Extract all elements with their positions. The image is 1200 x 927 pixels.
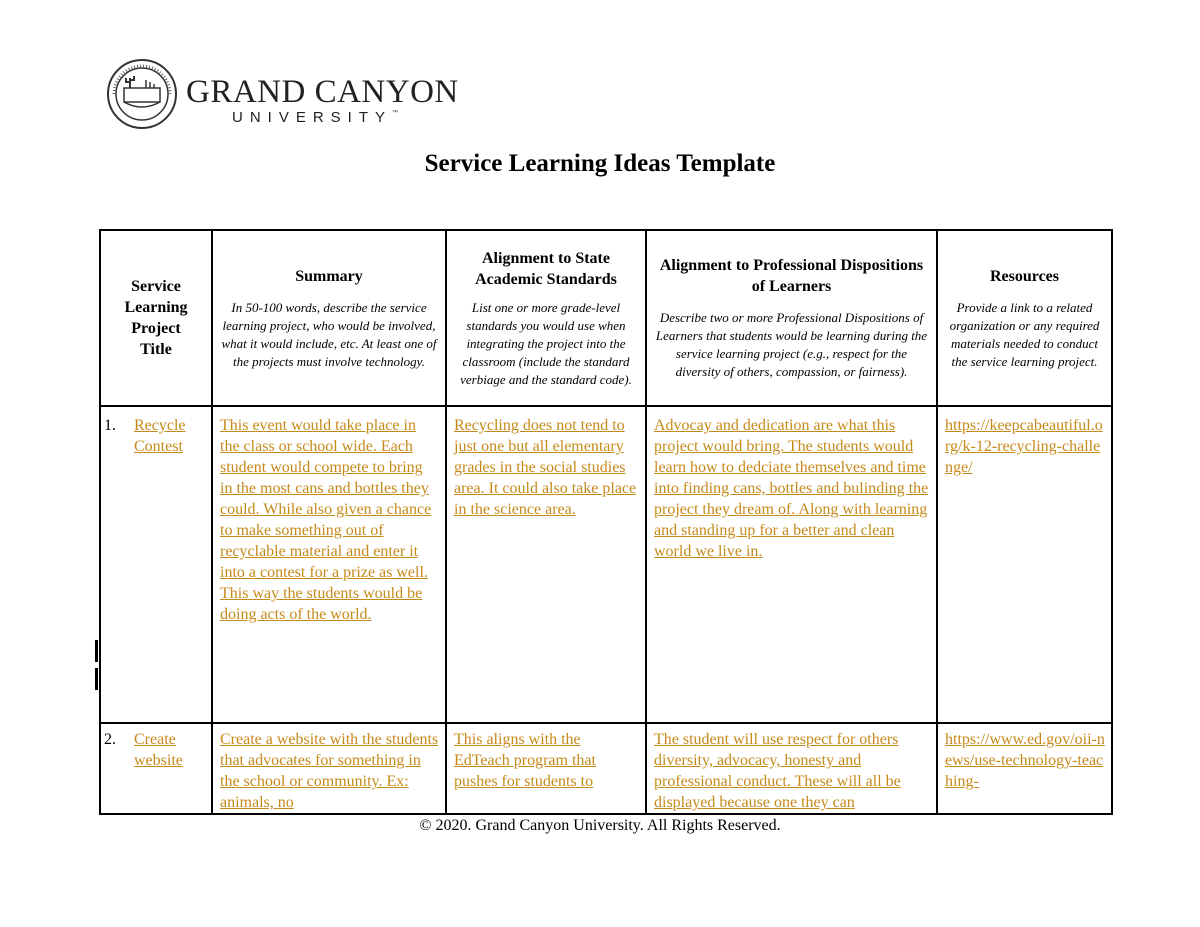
summary-text: Create a website with the students that advocates for something in the school or community. Ex: animals, no bbox=[220, 731, 439, 811]
summary-cell bbox=[212, 406, 446, 723]
resources-cell bbox=[937, 406, 1112, 723]
table-header-row bbox=[100, 230, 1112, 406]
header-dispositions: Alignment to Professional Dispositions of Learners Describe two or more Professional Dispositions of Learners that students would be learning during the service learning project (e.g., respect for the diversity of others, compassion, or fairness). bbox=[646, 230, 937, 406]
summary-cell bbox=[212, 723, 446, 814]
standards-cell bbox=[446, 406, 646, 723]
standards-text: Recycling does not tend to just one but all elementary grades in the social studies area. It could also take place in the science area. bbox=[454, 417, 637, 518]
university-logo bbox=[106, 58, 459, 130]
header-summary: Summary In 50-100 words, describe the service learning project, who would be involved, what it would include, etc. At least one of the projects must involve technology. bbox=[212, 230, 446, 406]
copyright-footer: © 2020. Grand Canyon University. All Rights Reserved. bbox=[419, 817, 781, 834]
university-seal-icon bbox=[106, 58, 178, 130]
summary-text: This event would take place in the class or school wide. Each student would compete to bring in the most cans and bottles they could. While also given a chance to make something out of recyclable material and enter it into a contest for a prize as well. This way the students would be doing acts of the world. bbox=[220, 417, 432, 623]
margin-mark bbox=[95, 668, 98, 690]
project-title-cell bbox=[100, 406, 212, 723]
document-title: Service Learning Ideas Template bbox=[424, 150, 776, 177]
standards-cell bbox=[446, 723, 646, 814]
table-row bbox=[100, 406, 1112, 723]
resources-cell bbox=[937, 723, 1112, 814]
row-number: 1. bbox=[104, 417, 116, 434]
project-title-cell bbox=[100, 723, 212, 814]
dispositions-text: The student will use respect for others diversity, advocacy, honesty and professional conduct. These will all be displayed because one they can bbox=[654, 731, 901, 811]
resource-link[interactable]: https://www.ed.gov/oii-news/use-technology-teaching- bbox=[945, 731, 1105, 790]
row-number: 2. bbox=[104, 731, 116, 748]
margin-mark bbox=[95, 640, 98, 662]
dispositions-cell bbox=[646, 406, 937, 723]
standards-text: This aligns with the EdTeach program that pushes for students to bbox=[454, 731, 596, 790]
dispositions-cell bbox=[646, 723, 937, 814]
dispositions-text: Advocay and dedication are what this project would bring. The students would learn how to dedciate themselves and time into finding cans, bottles and bulinding the project they dream of. Along with learning and standing up for a better and clean world we live in. bbox=[654, 417, 929, 560]
header-project-title: Service Learning Project Title bbox=[100, 230, 212, 406]
service-learning-table bbox=[99, 229, 1113, 815]
brand-subtitle: UNIVERSITY™ bbox=[232, 109, 399, 126]
project-title-text[interactable]: Create website bbox=[134, 731, 183, 769]
brand-name: GRAND CANYON bbox=[186, 74, 459, 110]
project-title-text[interactable]: Recycle Contest bbox=[134, 417, 186, 455]
header-resources: Resources Provide a link to a related organization or any required materials needed to conduct the service learning project. bbox=[937, 230, 1112, 406]
header-standards: Alignment to State Academic Standards List one or more grade-level standards you would use when integrating the project into the classroom (include the standard verbiage and the standard code). bbox=[446, 230, 646, 406]
table-row bbox=[100, 723, 1112, 814]
resource-link[interactable]: https://keepcabeautiful.org/k-12-recycling-challenge/ bbox=[945, 417, 1103, 476]
